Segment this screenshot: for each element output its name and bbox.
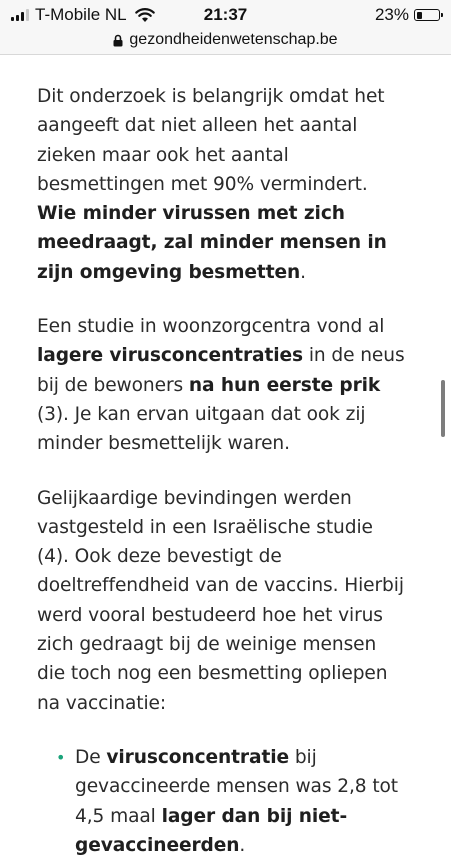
clock: 21:37 — [203, 5, 248, 24]
paragraph-2-text: Een studie in woonzorgcentra vond al — [37, 316, 385, 338]
findings-list — [37, 743, 407, 860]
paragraph-1-text: Dit onderzoek is belangrijk omdat het aangeeft dat niet alleen het aantal zieken maar ook het aantal besmettingen met 90% vermindert. — [37, 86, 385, 195]
status-bar — [0, 0, 451, 26]
paragraph-2-text-2: in de neus bij de bewoners — [37, 345, 405, 396]
list-item-text-2: bij gevaccineerde mensen was 2,8 tot 4,5 maal — [75, 746, 398, 827]
paragraph-2 — [37, 312, 407, 458]
lock-icon — [113, 34, 123, 47]
paragraph-2-text-3: (3). Je kan ervan uitgaan dat ook zij minder besmettelijk waren. — [37, 403, 366, 455]
paragraph-1-end: . — [300, 261, 306, 283]
paragraph-1-bold: Wie minder virussen met zich meedraagt, zal minder mensen in zijn omgeving besmetten — [37, 203, 387, 283]
address-bar[interactable] — [0, 26, 451, 55]
bullet-dot: • — [56, 747, 66, 767]
article-body — [0, 55, 407, 860]
paragraph-3: Gelijkaardige bevindingen werden vastgesteld in een Israëlische studie (4). Ook deze bevestigt de doeltreffendheid van de vaccins. Hierbij werd vooral bestudeerd hoe het virus zich gedraagt bij de weinige mensen die toch nog een besmetting opliepen na vaccinatie: — [37, 487, 404, 714]
battery-percent: 23% — [374, 5, 409, 24]
list-item — [56, 743, 407, 860]
battery-icon — [414, 9, 440, 21]
paragraph-2-bold-2: na hun eerste prik — [188, 374, 381, 396]
paragraph-1 — [37, 82, 407, 287]
url-domain: gezondheidenwetenschap.be — [129, 31, 338, 48]
list-item-text: De — [75, 746, 107, 768]
list-item-bold-2: lager dan bij niet-gevaccineerden — [75, 805, 348, 856]
list-item-end: . — [239, 834, 246, 856]
carrier-name: T-Mobile NL — [35, 5, 127, 24]
paragraph-2-bold-1: lagere virusconcentraties — [37, 345, 304, 367]
scrollbar-thumb[interactable] — [441, 380, 445, 437]
list-item-bold-1: virusconcentratie — [106, 746, 290, 768]
status-right — [375, 5, 440, 25]
